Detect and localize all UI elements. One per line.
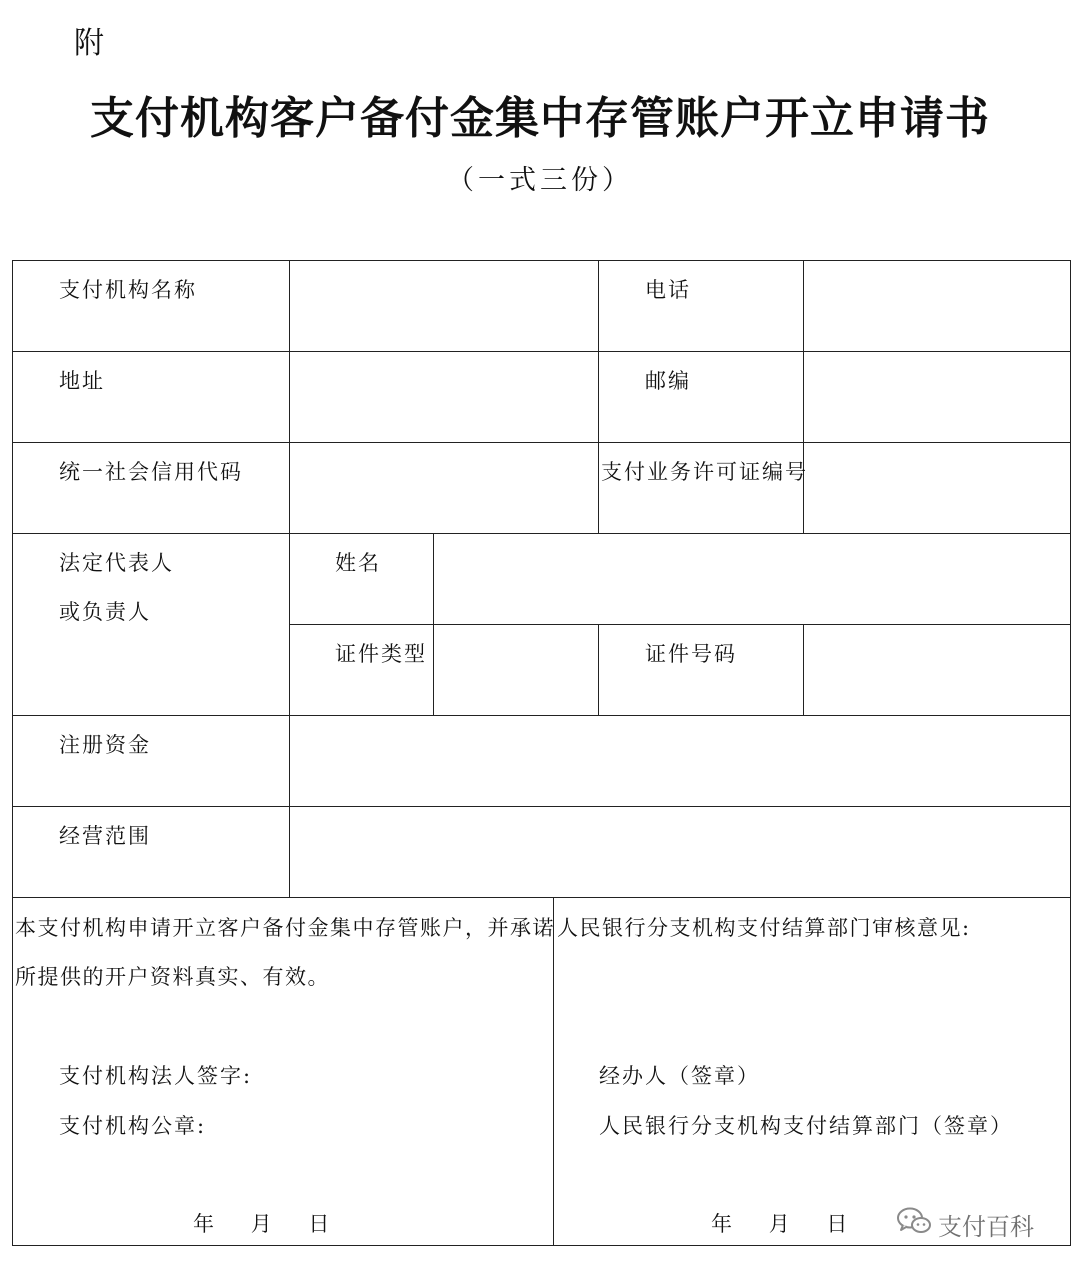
column-divider: [289, 261, 290, 897]
label-postcode: 邮编: [645, 369, 691, 393]
label-legal-rep-line1: 法定代表人: [59, 551, 174, 575]
review-heading: 人民银行分支机构支付结算部门审核意见:: [557, 916, 971, 940]
label-org-name: 支付机构名称: [59, 278, 197, 302]
column-divider: [553, 897, 554, 1245]
label-capital: 注册资金: [59, 733, 151, 757]
row-divider: [13, 897, 1070, 898]
label-license-no: 支付业务许可证编号: [601, 460, 808, 484]
row-divider: [13, 715, 1070, 716]
column-divider: [598, 261, 599, 533]
declaration-line2: 所提供的开户资料真实、有效。: [15, 965, 330, 989]
department-seal-label: 人民银行分支机构支付结算部门（签章）: [599, 1114, 1013, 1138]
label-phone: 电话: [645, 278, 691, 302]
document-title: 支付机构客户备付金集中存管账户开立申请书: [90, 93, 990, 144]
watermark: [896, 1206, 1034, 1242]
legal-person-signature-label: 支付机构法人签字:: [59, 1064, 253, 1088]
row-divider: [13, 351, 1070, 352]
column-divider: [803, 624, 804, 715]
label-legal-rep-line2: 或负责人: [59, 600, 151, 624]
review-date: 年 月 日: [711, 1212, 850, 1236]
label-credit-code: 统一社会信用代码: [59, 460, 243, 484]
column-divider: [803, 261, 804, 533]
declaration-line1: 本支付机构申请开立客户备付金集中存管账户，并承诺: [15, 916, 555, 940]
label-id-type: 证件类型: [335, 642, 427, 666]
org-seal-label: 支付机构公章:: [59, 1114, 207, 1138]
label-address: 地址: [59, 369, 105, 393]
column-divider: [433, 533, 434, 715]
handler-signature-label: 经办人（签章）: [599, 1064, 760, 1088]
wechat-icon: [896, 1206, 932, 1242]
label-name: 姓名: [335, 551, 381, 575]
application-form-table: [12, 260, 1071, 1246]
row-divider: [289, 624, 1070, 625]
row-divider: [13, 806, 1070, 807]
declaration-date: 年 月 日: [193, 1212, 332, 1236]
label-scope: 经营范围: [59, 824, 151, 848]
label-id-no: 证件号码: [645, 642, 737, 666]
watermark-text: 支付百科: [938, 1212, 1034, 1241]
row-divider: [13, 442, 1070, 443]
appendix-prefix: 附: [74, 26, 104, 61]
row-divider: [13, 533, 1070, 534]
column-divider: [598, 624, 599, 715]
document-subtitle: （一式三份）: [447, 165, 633, 196]
